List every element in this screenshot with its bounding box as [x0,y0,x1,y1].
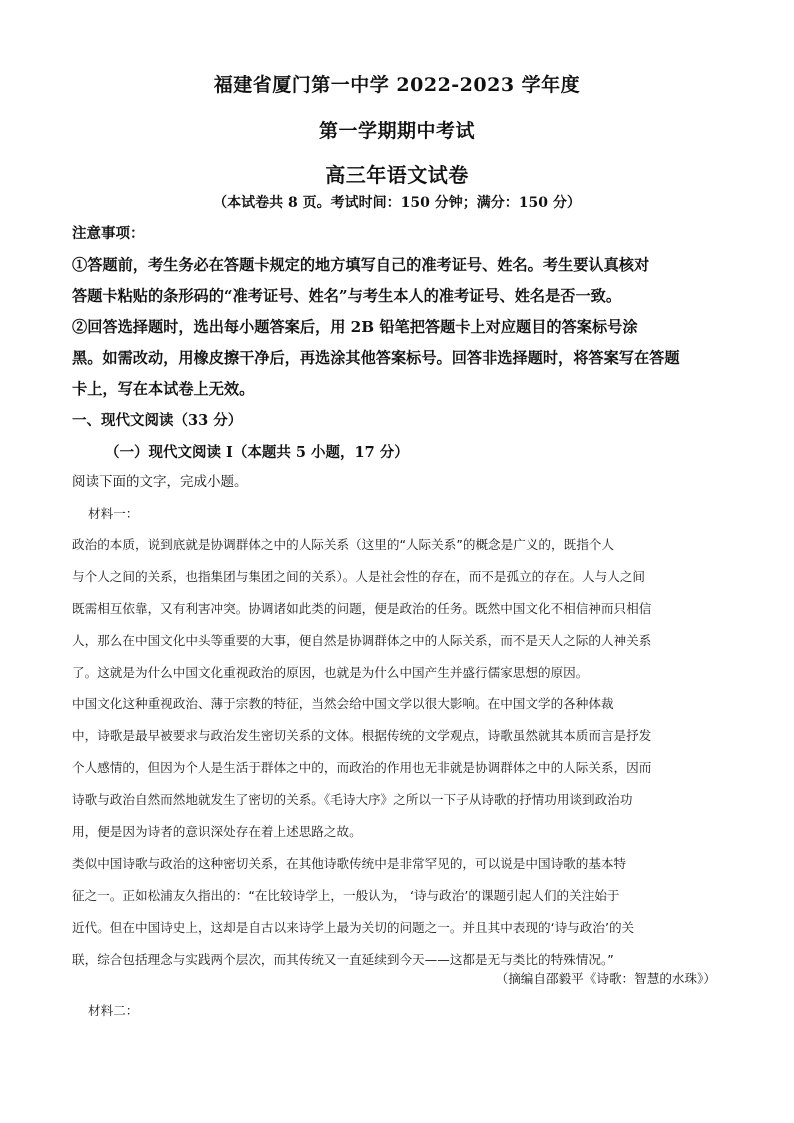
note-item-1 [72,250,722,312]
text-line: 了。这就是为什么中国文化重视政治的原因，也就是为什么中国产生并盛行儒家思想的原因。 [72,665,589,680]
term-title: 第一学期期中考试 [318,120,475,142]
subsection-heading: （一）现代文阅读 I（本题共 5 小题，17 分） [105,444,409,461]
text-line: 类似中国诗歌与政治的这种密切关系，在其他诗歌传统中是非常罕见的，可以说是中国诗歌的基本特 [72,856,627,871]
exam-info: （本试卷共 8 页。考试时间：150 分钟；满分：150 分） [213,195,581,211]
text-line: 诗歌与政治自然而然地就发生了密切的关系。《毛诗大序》之所以一下子从诗歌的抒情功用谈到政治功 [72,792,633,807]
paper-title: 高三年语文试卷 [325,163,469,187]
text-line: 个人感情的，但因为个人是生活于群体之中的，而政治的作用也无非就是协调群体之中的人际关系，因而 [72,760,652,775]
text-line: 人，那么在中国文化中头等重要的大事，便自然是协调群体之中的人际关系，而不是天人之际的人神关系 [72,633,652,648]
material-1-paragraph-2 [72,688,722,848]
material-1-paragraph-1 [72,529,722,689]
note-line: 黑。如需改动，用橡皮擦干净后，再选涂其他答案标号。回答非选择题时，将答案写在答题 [72,349,680,367]
text-line: 政治的本质，说到底就是协调群体之中的人际关系（这里的“人际关系”的概念是广义的，既指个人 [72,537,614,552]
note-item-2 [72,312,722,405]
note-line: ②回答选择题时，选出每小题答案后，用 2B 铅笔把答题卡上对应题目的答案标号涂 [72,318,638,336]
material-1-label: 材料一： [88,506,139,521]
school-title: 福建省厦门第一中学 2022-2023 学年度 [213,74,581,96]
text-line: 近代。但在中国诗史上，这却是自古以来诗学上最为关切的问题之一。并且其中表现的‘诗与政治’的关 [72,920,635,935]
note-line: ①答题前，考生务必在答题卡规定的地方填写自己的准考证号、姓名。考生要认真核对 [72,256,650,274]
notes-heading: 注意事项： [72,225,145,242]
text-line: 联，综合包括理念与实践两个层次，而其传统又一直延续到今天——这都是无与类比的特殊情况。” [72,952,614,967]
text-line: 中国文化这种重视政治、薄于宗教的特征，当然会给中国文学以很大影响。在中国文学的各种体裁 [72,696,614,711]
note-line: 答题卡粘贴的条形码的“准考证号、姓名”与考生本人的准考证号、姓名是否一致。 [72,287,622,305]
material-1-source: （摘编自邵毅平《诗歌：智慧的水珠》） [495,971,716,986]
material-1-paragraph-3 [72,848,722,976]
reading-instruction: 阅读下面的文字，完成小题。 [72,474,248,490]
text-line: 中，诗歌是最早被要求与政治发生密切关系的文体。根据传统的文学观点，诗歌虽然就其本质而言是抒发 [72,728,652,743]
text-line: 用，便是因为诗者的意识深处存在着上述思路之故。 [72,824,362,839]
material-2-label: 材料二： [88,1003,139,1018]
note-line: 卡上，写在本试卷上无效。 [72,380,255,398]
text-line: 与个人之间的关系，也指集团与集团之间的关系）。人是社会性的存在，而不是孤立的存在。人与人之间 [72,569,646,584]
text-line: 征之一。正如松浦友久指出的：“在比较诗学上，一般认为， ‘诗与政治’的课题引起人们的关注始于 [72,888,620,903]
text-line: 既需相互依靠，又有利害冲突。协调诸如此类的问题，便是政治的任务。既然中国文化不相信神而只相信 [72,601,652,616]
section-heading: 一、现代文阅读（33 分） [72,412,243,429]
